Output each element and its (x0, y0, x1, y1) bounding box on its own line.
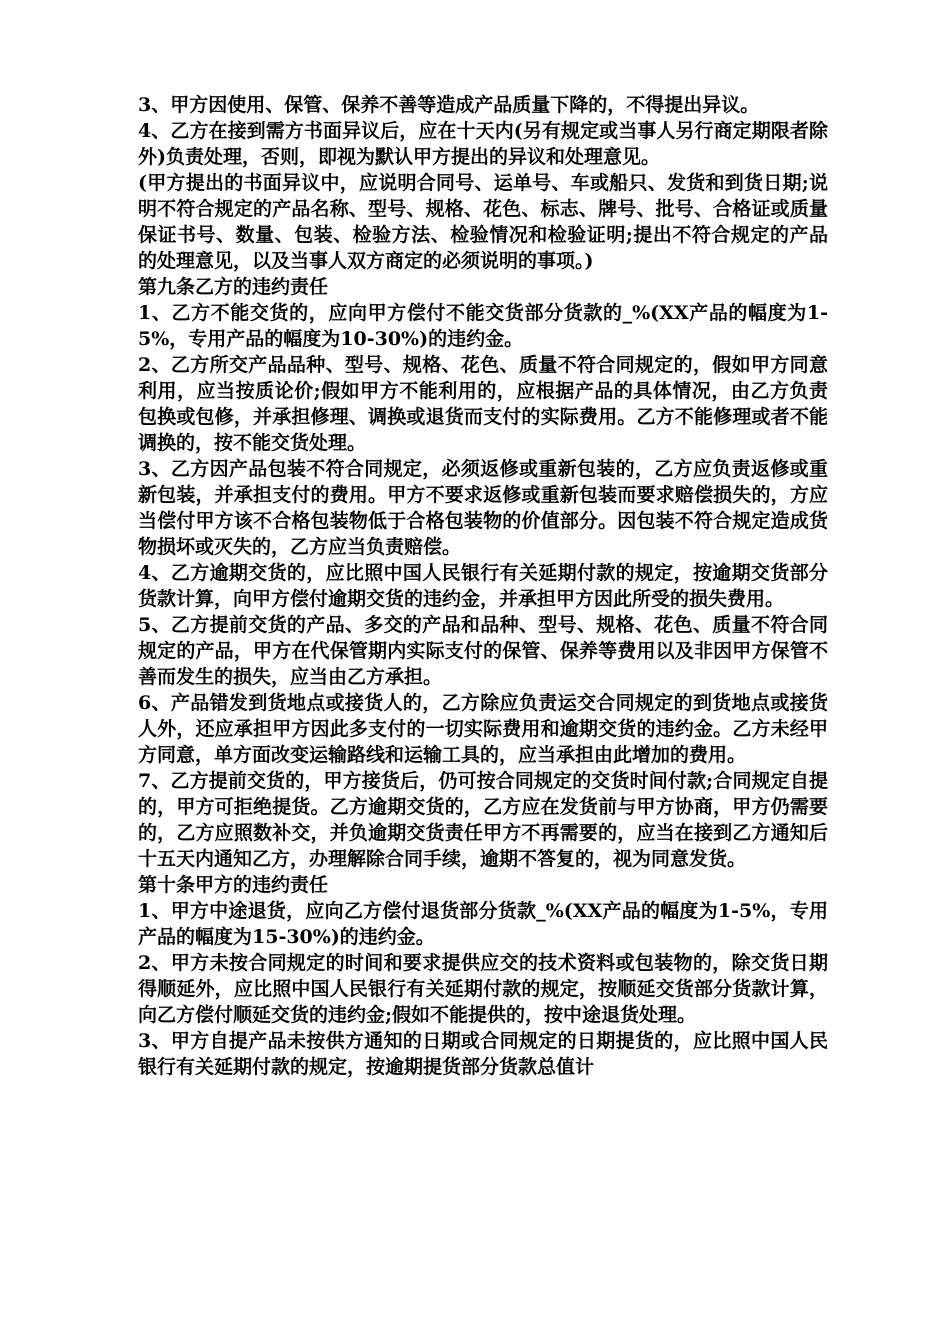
paragraph-clause-4: 4、乙方在接到需方书面异议后，应在十天内(另有规定或当事人另行商定期限者除外)负责处理，否则，即视为默认甲方提出的异议和处理意见。 (138, 120, 828, 168)
paragraph-objection-note: (甲方提出的书面异议中，应说明合同号、运单号、车或船只、发货和到货日期;说明不符合规定的产品名称、型号、规格、花色、标志、牌号、批号、合格证或质量保证书号、数量、包装、检验方法、检验情况和检验证明;提出不符合规定的产品的处理意见，以及当事人双方商定的必须说明的事项。) (138, 172, 828, 272)
paragraph-clause-3: 3、甲方因使用、保管、保养不善等造成产品质量下降的，不得提出异议。 (138, 94, 760, 116)
paragraph-art10-item-1: 1、甲方中途退货，应向乙方偿付退货部分货款_%(XX产品的幅度为1-5%，专用产品的幅度为15-30%)的违约金。 (138, 900, 828, 948)
paragraph-art10-item-2: 2、甲方未按合同规定的时间和要求提供应交的技术资料或包装物的，除交货日期得顺延外，应比照中国人民银行有关延期付款的规定，按顺延交货部分货款计算，向乙方偿付顺延交货的违约金;假如不能提供的，按中途退货处理。 (138, 952, 828, 1026)
section-heading-article-10: 第十条甲方的违约责任 (138, 874, 329, 896)
document-body (138, 92, 828, 1080)
paragraph-art9-item-2: 2、乙方所交产品品种、型号、规格、花色、质量不符合同规定的，假如甲方同意利用，应当按质论价;假如甲方不能利用的，应根据产品的具体情况，由乙方负责包换或包修，并承担修理、调换或退货而支付的实际费用。乙方不能修理或者不能调换的，按不能交货处理。 (138, 354, 828, 454)
paragraph-art9-item-6: 6、产品错发到货地点或接货人的，乙方除应负责运交合同规定的到货地点或接货人外，还应承担甲方因此多支付的一切实际费用和逾期交货的违约金。乙方未经甲方同意，单方面改变运输路线和运输工具的，应当承担由此增加的费用。 (138, 692, 828, 766)
paragraph-art9-item-4: 4、乙方逾期交货的，应比照中国人民银行有关延期付款的规定，按逾期交货部分货款计算，向甲方偿付逾期交货的违约金，并承担甲方因此所受的损失费用。 (138, 562, 828, 610)
paragraph-art9-item-1: 1、乙方不能交货的，应向甲方偿付不能交货部分货款的_%(XX产品的幅度为1-5%，专用产品的幅度为10-30%)的违约金。 (138, 302, 828, 350)
paragraph-art10-item-3: 3、甲方自提产品未按供方通知的日期或合同规定的日期提货的，应比照中国人民银行有关延期付款的规定，按逾期提货部分货款总值计 (138, 1030, 828, 1078)
section-heading-article-9: 第九条乙方的违约责任 (138, 276, 329, 298)
paragraph-art9-item-3: 3、乙方因产品包装不符合同规定，必须返修或重新包装的，乙方应负责返修或重新包装，并承担支付的费用。甲方不要求返修或重新包装而要求赔偿损失的，方应当偿付甲方该不合格包装物低于合格包装物的价值部分。因包装不符合规定造成货物损坏或灭失的，乙方应当负责赔偿。 (138, 458, 828, 558)
paragraph-art9-item-5: 5、乙方提前交货的产品、多交的产品和品种、型号、规格、花色、质量不符合同规定的产品，甲方在代保管期内实际支付的保管、保养等费用以及非因甲方保管不善而发生的损失，应当由乙方承担。 (138, 614, 828, 688)
paragraph-art9-item-7: 7、乙方提前交货的，甲方接货后，仍可按合同规定的交货时间付款;合同规定自提的，甲方可拒绝提货。乙方逾期交货的，乙方应在发货前与甲方协商，甲方仍需要的，乙方应照数补交，并负逾期交货责任甲方不再需要的，应当在接到乙方通知后十五天内通知乙方，办理解除合同手续，逾期不答复的，视为同意发货。 (138, 770, 828, 870)
